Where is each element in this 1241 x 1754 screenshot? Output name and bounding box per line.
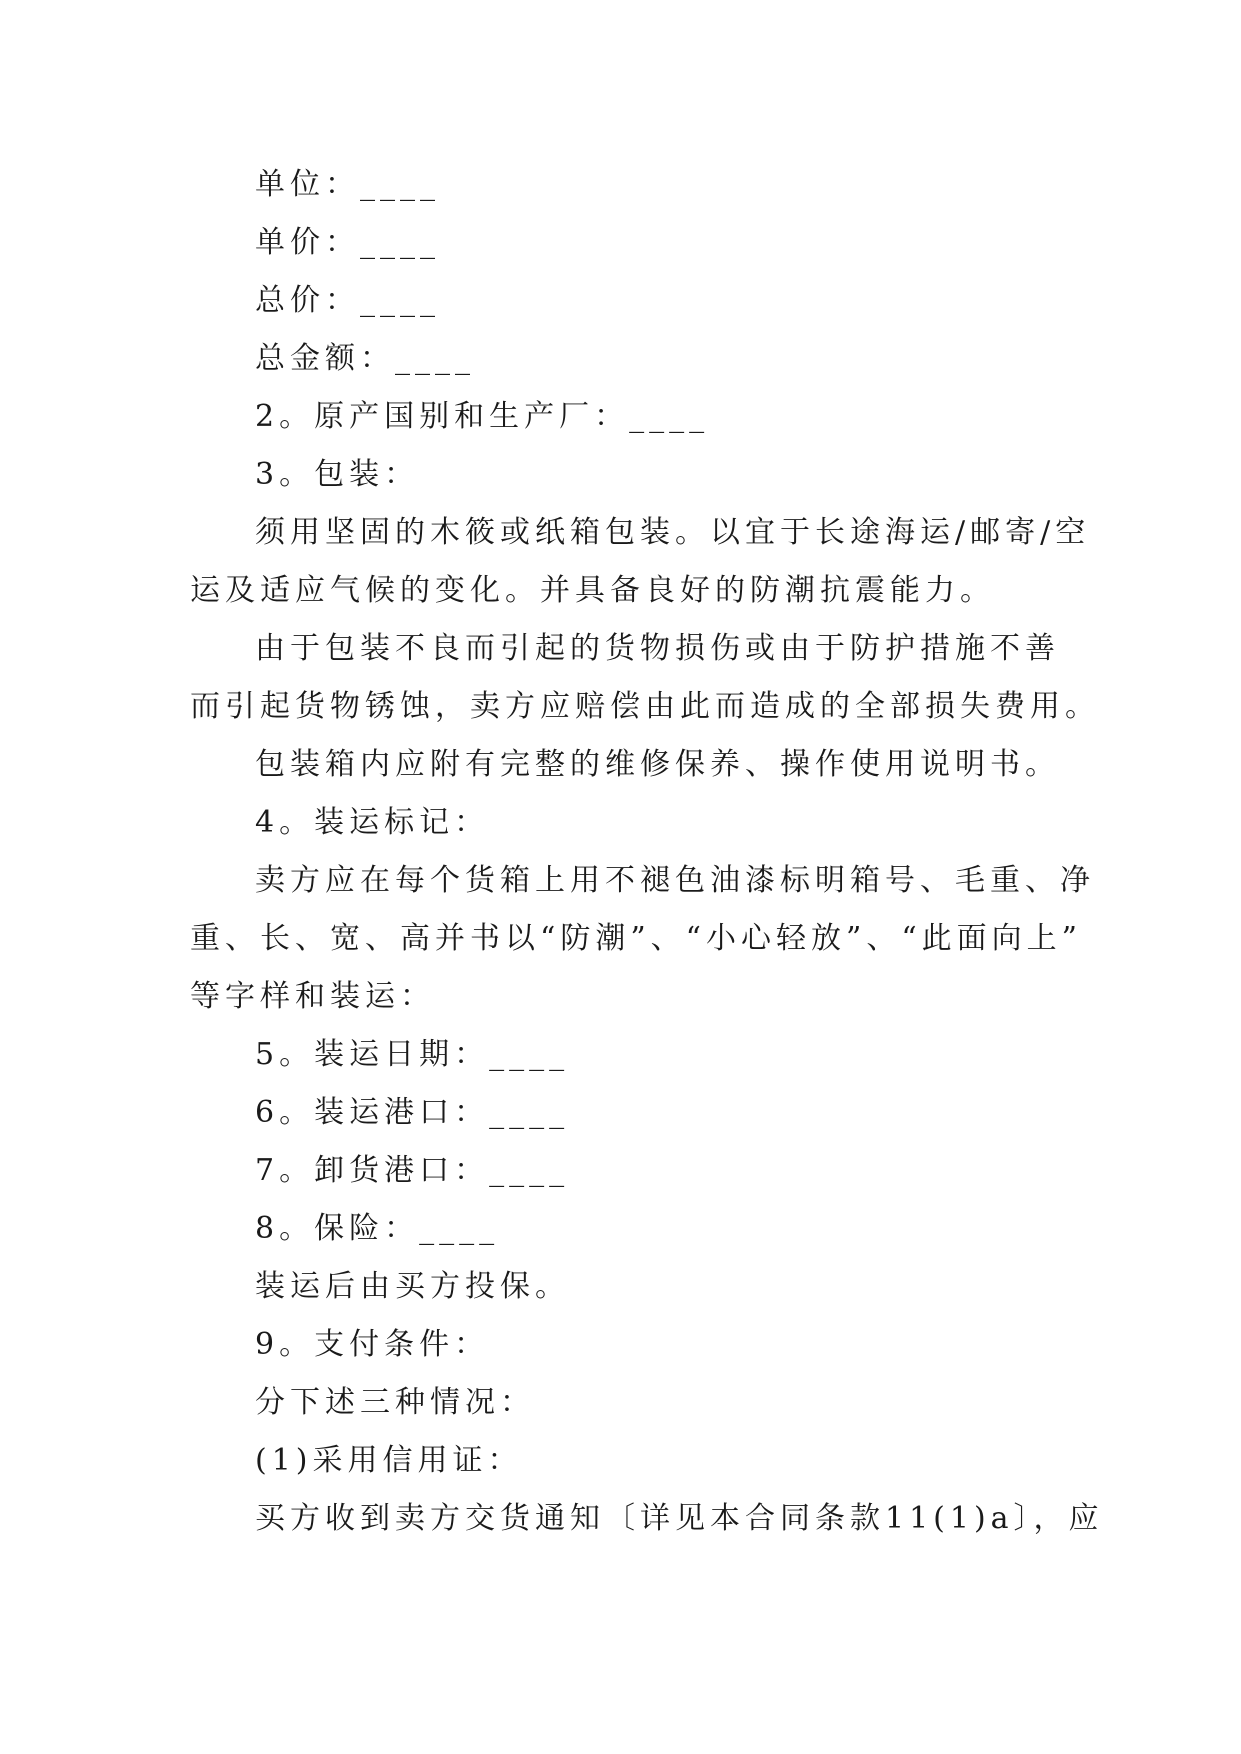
marking-paragraph-line-1: 卖方应在每个货箱上用不褪色油漆标明箱号、毛重、净 (255, 863, 1095, 898)
field-unit: 单位：____ (255, 167, 440, 202)
damage-paragraph-line-2: 而引起货物锈蚀，卖方应赔偿由此而造成的全部损失费用。 (190, 689, 1100, 724)
clause-9-heading: 9。支付条件： (255, 1327, 490, 1362)
clause-2-origin: 2。原产国别和生产厂：____ (255, 399, 710, 434)
clause-3-heading: 3。包装： (255, 457, 420, 492)
manual-paragraph: 包装箱内应附有完整的维修保养、操作使用说明书。 (255, 747, 1060, 782)
clause-4-heading: 4。装运标记： (255, 805, 490, 840)
marking-paragraph-line-2: 重、长、宽、高并书以“防潮”、“小心轻放”、“此面向上” (190, 921, 1083, 956)
clause-6-loading-port: 6。装运港口：____ (255, 1095, 570, 1130)
damage-paragraph-line-1: 由于包装不良而引起的货物损伤或由于防护措施不善 (255, 631, 1060, 666)
payment-case-1-heading: (1)采用信用证： (255, 1443, 523, 1478)
marking-paragraph-line-3: 等字样和装运： (190, 979, 435, 1014)
packing-paragraph-line-1: 须用坚固的木筱或纸箱包装。以宜于长途海运/邮寄/空 (255, 515, 1091, 550)
field-unit-price: 单价：____ (255, 225, 440, 260)
payment-cases-paragraph: 分下述三种情况： (255, 1385, 535, 1420)
clause-5-shipment-date: 5。装运日期：____ (255, 1037, 570, 1072)
clause-8-insurance: 8。保险：____ (255, 1211, 500, 1246)
packing-paragraph-line-2: 运及适应气候的变化。并具备良好的防潮抗震能力。 (190, 573, 995, 608)
insurance-paragraph: 装运后由买方投保。 (255, 1269, 570, 1304)
field-total-amount: 总金额：____ (255, 341, 475, 376)
clause-7-discharge-port: 7。卸货港口：____ (255, 1153, 570, 1188)
letter-of-credit-paragraph-line-1: 买方收到卖方交货通知〔详见本合同条款11(1)a〕，应 (255, 1501, 1104, 1536)
field-total-price: 总价：____ (255, 283, 440, 318)
